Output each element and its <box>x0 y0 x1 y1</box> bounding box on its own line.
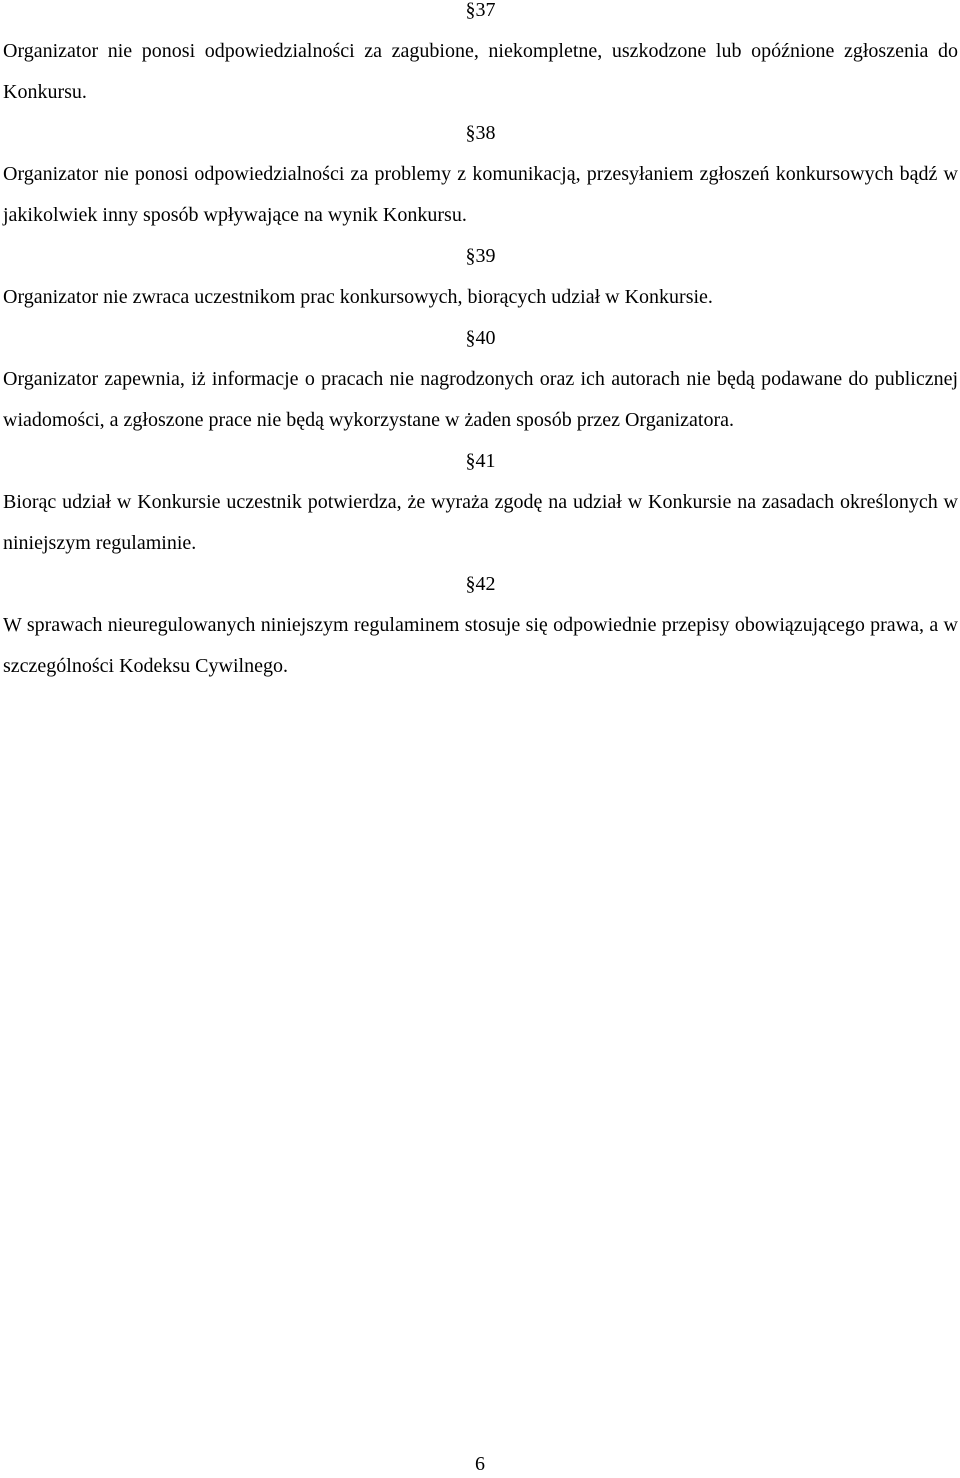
section-text: Organizator nie ponosi odpowiedzialności za problemy z komunikacją, przesyłaniem zgłoszeń konkursowych bądź w jakikolwiek inny sposób wpływające na wynik Konkursu. <box>3 163 958 226</box>
section-heading: §39 <box>465 245 496 267</box>
section-40 <box>3 318 958 441</box>
section-39 <box>3 236 958 318</box>
section-heading: §42 <box>465 573 496 595</box>
section-heading: §38 <box>465 122 496 144</box>
section-41 <box>3 441 958 564</box>
section-text: Organizator zapewnia, iż informacje o pracach nie nagrodzonych oraz ich autorach nie będą podawane do publicznej wiadomości, a zgłoszone prace nie będą wykorzystane w żaden sposób przez Organizatora. <box>3 368 958 431</box>
section-heading: §40 <box>465 327 496 349</box>
section-42 <box>3 564 958 687</box>
section-text: Organizator nie ponosi odpowiedzialności za zagubione, niekompletne, uszkodzone lub opóźnione zgłoszenia do Konkursu. <box>3 40 958 103</box>
section-37 <box>3 0 958 113</box>
section-heading: §41 <box>465 450 496 472</box>
document-body <box>3 0 958 687</box>
section-text: W sprawach nieuregulowanych niniejszym regulaminem stosuje się odpowiednie przepisy obowiązującego prawa, a w szczególności Kodeksu Cywilnego. <box>3 614 958 677</box>
section-text: Biorąc udział w Konkursie uczestnik potwierdza, że wyraża zgodę na udział w Konkursie na zasadach określonych w niniejszym regulaminie. <box>3 491 958 554</box>
section-heading: §37 <box>465 0 496 21</box>
section-text: Organizator nie zwraca uczestnikom prac konkursowych, biorących udział w Konkursie. <box>3 286 713 308</box>
page-number: 6 <box>475 1453 485 1475</box>
section-38 <box>3 113 958 236</box>
